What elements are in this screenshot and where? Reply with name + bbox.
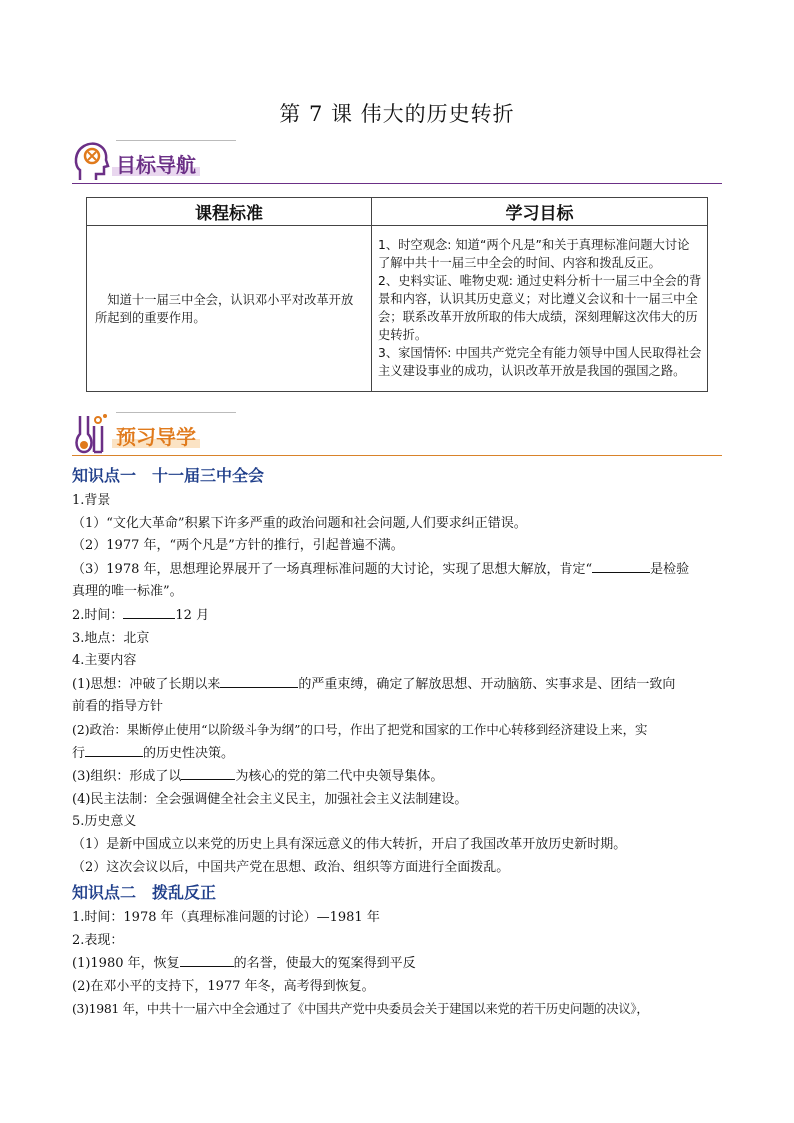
learning-objectives	[372, 226, 708, 392]
knowledge-point-1	[72, 462, 724, 1021]
fill-blank	[592, 558, 650, 573]
section-label: 目标导航	[116, 149, 196, 178]
section-header-preview	[72, 410, 722, 456]
fill-blank	[85, 742, 143, 757]
text-line: 2.表现：	[72, 932, 124, 948]
fill-blank	[180, 952, 234, 967]
head-brain-icon	[72, 140, 112, 182]
text-line: 4.主要内容	[72, 653, 137, 669]
fill-blank	[123, 604, 175, 619]
fill-blank	[220, 673, 298, 688]
text-line: （1）是新中国成立以来党的历史上具有深远意义的伟大转折，开启了我国改革开放历史新时期。	[72, 836, 627, 852]
text-line: (2)在邓小平的支持下，1977 年冬，高考得到恢复。	[72, 978, 375, 994]
objective-item: 2、史料实证、唯物史观: 通过史料分析十一届三中全会的背景和内容，认识其历史意义；对比遵义会议和十一届三中全会；联系改革开放所取的伟大成绩，深刻理解这次伟大的历史转折。	[378, 274, 702, 342]
knowledge-heading: 知识点二 拨乱反正	[72, 883, 217, 903]
text-line: 行 的历史性决策。	[72, 742, 724, 766]
section-label: 预习导学	[116, 421, 196, 450]
text-line: （1）“文化大革命”积累下许多严重的政治问题和社会问题,人们要求纠正错误。	[72, 515, 527, 531]
text-line: 2.时间： 12 月	[72, 604, 724, 628]
section-header-goals	[72, 138, 722, 184]
text-line: (4)民主法制：全会强调健全社会主义民主，加强社会主义法制建设。	[72, 791, 468, 807]
text-line: 前看的指导方针	[72, 699, 164, 715]
column-header-objectives: 学习目标	[372, 198, 708, 226]
text-line: (2)政治：果断停止使用“以阶级斗争为纲”的口号，作出了把党和国家的工作中心转移到经济建设上来，实	[72, 721, 648, 737]
text-line: (1)思想：冲破了长期以来 的严重束缚，确定了解放思想、开动脑筋、实事求是、团结一致向	[72, 673, 724, 697]
column-header-standard: 课程标准	[87, 198, 372, 226]
text-line: （2）1977 年，“两个凡是”方针的推行，引起普遍不满。	[72, 538, 404, 554]
course-standard: 知道十一届三中全会，认识邓小平对改革开放所起到的重要作用。	[87, 226, 372, 392]
goals-table	[86, 197, 708, 392]
text-line: 1.背景	[72, 493, 111, 508]
text-line: (3)1981 年，中共十一届六中全会通过了《中国共产党中央委员会关于建国以来党的若干历史问题的决议》，	[72, 1001, 649, 1017]
text-line: (3)组织：形成了以 为核心的党的第二代中央领导集体。	[72, 765, 724, 789]
flask-icon	[72, 412, 112, 454]
text-line: 真理的唯一标准”。	[72, 584, 183, 600]
knowledge-heading: 知识点一 十一届三中全会	[72, 466, 265, 485]
text-line: 5.历史意义	[72, 814, 137, 830]
objective-item: 3、家国情怀: 中国共产党完全有能力领导中国人民取得社会主义建设事业的成功，认识改革开放是我国的强国之路。	[378, 346, 702, 378]
text-line: (1)1980 年，恢复 的名誉，使最大的冤案得到平反	[72, 952, 724, 976]
text-line: 1.时间：1978 年（真理标准问题的讨论）—1981 年	[72, 910, 380, 926]
page-title: 第 7 课 伟大的历史转折	[279, 102, 515, 126]
objective-item: 1、时空观念: 知道“两个凡是”和关于真理标准问题大讨论 了解中共十一届三中全会的时间、内容和拨乱反正。	[378, 238, 690, 270]
text-line: （2）这次会议以后，中国共产党在思想、政治、组织等方面进行全面拨乱。	[72, 859, 510, 875]
text-line: （3）1978 年，思想理论界展开了一场真理标准问题的大讨论，实现了思想大解放，肯定“ 是检验	[72, 558, 724, 582]
text-line: 3.地点：北京	[72, 630, 150, 646]
fill-blank	[181, 765, 235, 780]
